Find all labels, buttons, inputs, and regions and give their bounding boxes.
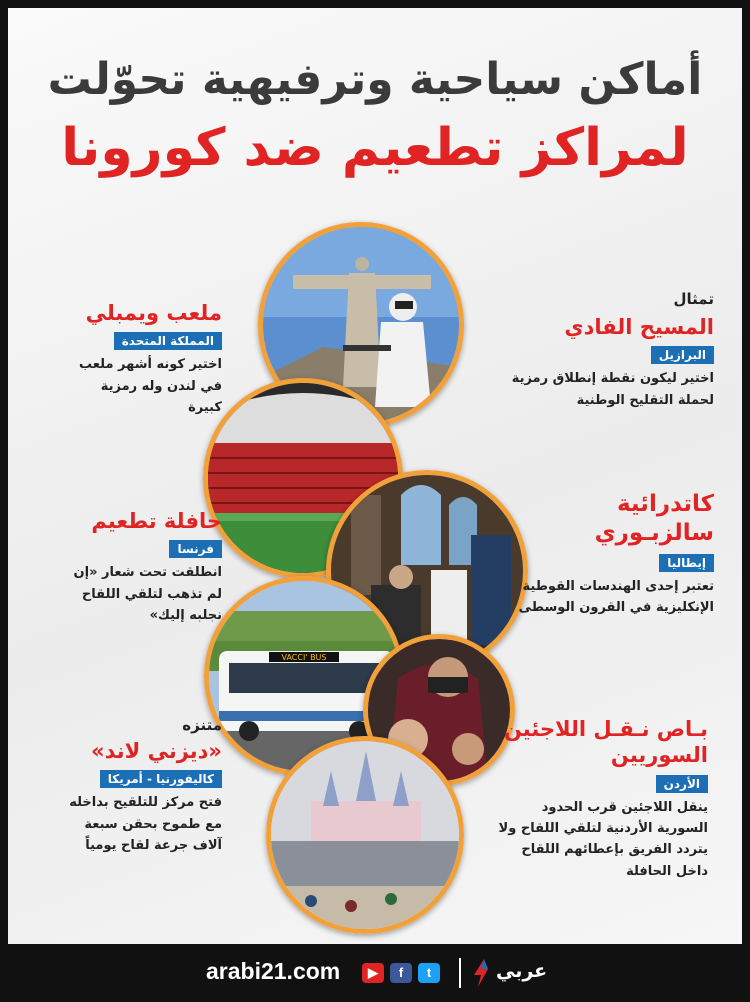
bus-france-name: حافلة تطعيم (91, 509, 222, 533)
footer-divider (459, 958, 461, 988)
salisbury-country-badge: إيطاليا (659, 554, 714, 572)
footer-bar (0, 944, 750, 1002)
bus-france-country-badge: فرنسا (169, 540, 222, 558)
disney-name: «ديزني لاند» (91, 739, 222, 763)
bus-destination-sign: VACCI' BUS (281, 653, 327, 662)
salisbury-description: تعتبر إحدى الهندسات القوطية الإنكليزية في القرون الوسطى (518, 578, 714, 615)
christ-country-badge: البرازيل (651, 346, 714, 364)
section-wembley (72, 300, 222, 419)
christ-kicker: تمثال (673, 290, 714, 308)
section-salisbury (512, 490, 714, 618)
refugee-bus-description: ينقل اللاجئين قرب الحدود السورية الأردنية لتلقي اللقاح ولا يتردد الفريق بإعطائهم اللقاح داخل الحافلة (498, 799, 708, 879)
section-christ (478, 290, 714, 411)
site-url[interactable]: arabi21.com (206, 958, 341, 984)
photo-disneyland (266, 736, 464, 934)
facebook-icon[interactable]: f (390, 963, 412, 983)
refugee-bus-country-badge: الأردن (656, 775, 708, 793)
wembley-description: اختير كونه أشهر ملعب في لندن وله رمزية كبيرة (79, 357, 222, 416)
title-line-1: أماكن سياحية وترفيهية تحوّلت (47, 54, 703, 105)
salisbury-name: كاتدرائية سالزبـوري (594, 491, 714, 546)
youtube-icon[interactable]: ▶ (362, 963, 384, 983)
section-bus-france (72, 508, 222, 627)
refugee-bus-name: بـاص نـقـل اللاجئين السوريين (503, 717, 708, 768)
disney-country-badge: كاليفورنيا - أمريكا (100, 770, 222, 788)
disney-description: فتح مركز للتلقيح بداخله مع طموح بحقن سبعة آلاف جرعة لقاح يومياً (69, 795, 222, 854)
disney-kicker: متنزه (182, 716, 222, 734)
wembley-country-badge: المملكة المتحدة (114, 332, 222, 350)
disneyland-illustration (271, 741, 459, 929)
section-refugee-bus (496, 716, 708, 882)
arabi21-logo-icon (470, 957, 492, 989)
section-disney (64, 716, 222, 857)
twitter-icon[interactable]: t (418, 963, 440, 983)
wembley-name: ملعب ويمبلي (85, 301, 222, 325)
bus-france-description: انطلقت تحت شعار «إن لم تذهب لتلقي اللقاح نجلبه إليك» (73, 565, 222, 624)
christ-name: المسيح الفادي (564, 315, 714, 339)
infographic-page (8, 8, 742, 944)
title-line-2: لمراكز تطعيم ضد كورونا (61, 118, 689, 178)
brand-name: عربي (496, 960, 548, 982)
christ-description: اختير ليكون نقطة إنطلاق رمزية لحملة التقليح الوطنية (511, 371, 714, 408)
